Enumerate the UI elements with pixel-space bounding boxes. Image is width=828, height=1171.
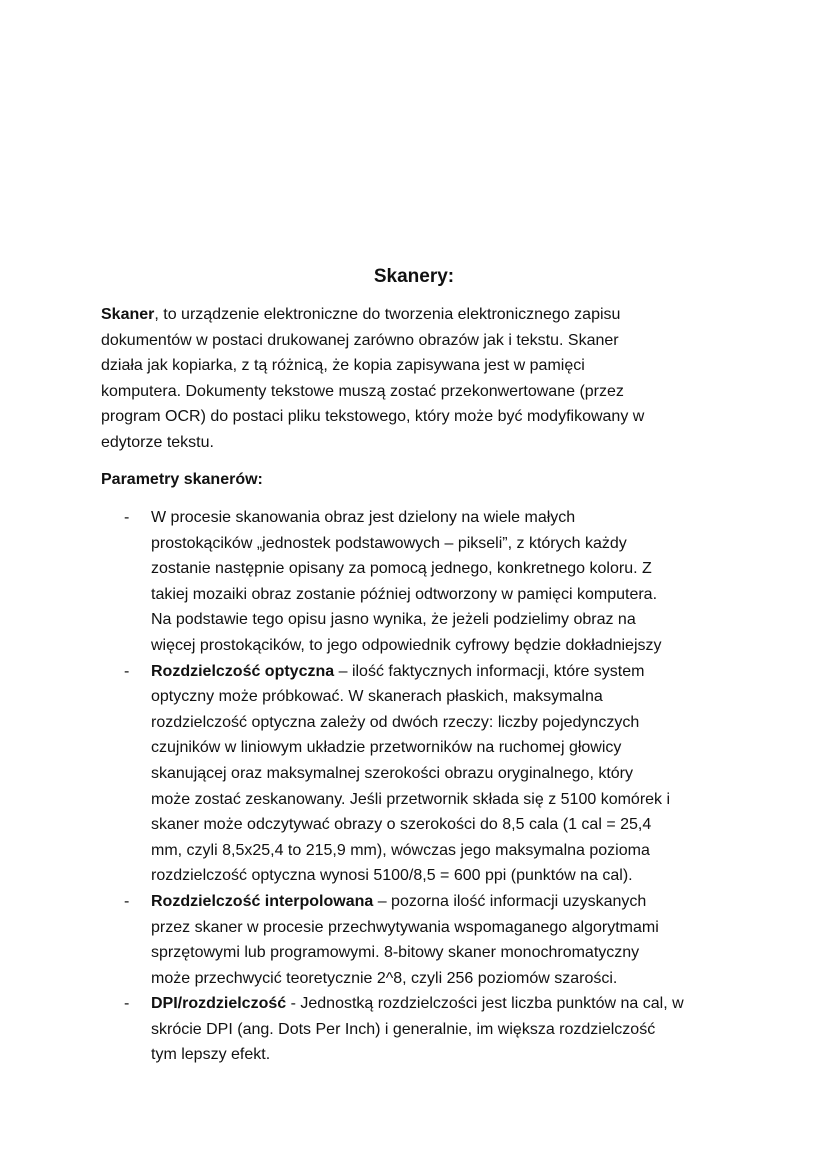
bullet-dash: - (124, 892, 130, 910)
list-item-term: Rozdzielczość interpolowana (151, 892, 374, 910)
section-heading: Parametry skanerów: (101, 471, 263, 488)
list-item-text: – ilość faktycznych informacji, które system optyczny może próbkować. W skanerach płaskich, maksymalna rozdzielczość optyczna zależy od dwóch rzeczy: liczby pojedynczych czujników w liniowym układzie przetworników na ruchomej głowicy skanującej oraz maksymalnej szerokości obrazu oryginalnego, który może zostać zeskanowany. Jeśli przetwornik składa się z 5100 komórek i skaner może odczytywać obrazy o szerokości do 8,5 cala (1 cal = 25,4 mm, czyli 8,5x25,4 to 215,9 mm), wówczas jego maksymalna pozioma rozdzielczość optyczna wynosi 5100/8,5 = 600 ppi (punktów na cal). (151, 662, 671, 885)
list-item-term: Rozdzielczość optyczna (151, 662, 335, 680)
parameters-list (0, 505, 828, 1068)
bullet-dash: - (124, 995, 130, 1013)
bullet-dash: - (124, 662, 130, 680)
intro-text: , to urządzenie elektroniczne do tworzenia elektronicznego zapisu dokumentów w postaci drukowanej zarówno obrazów jak i tekstu. Skaner działa jak kopiarka, z tą różnicą, że kopia zapisywana jest w pamięci komputera. Dokumenty tekstowe muszą zostać przekonwertowane (przez program OCR) do postaci pliku tekstowego, który może być modyfikowany w edytorze tekstu. (101, 306, 645, 451)
intro-paragraph (101, 302, 741, 455)
intro-term: Skaner (101, 306, 155, 323)
list-item-text: W procesie skanowania obraz jest dzielony na wiele małych prostokącików „jednostek podstawowych – pikseli”, z których każdy zostanie następnie opisany za pomocą jednego, konkretnego koloru. Z takiej mozaiki obraz zostanie później odtworzony w pamięci komputera. Na podstawie tego opisu jasno wynika, że jeżeli podzielimy obraz na więcej prostokącików, to jego odpowiednik cyfrowy będzie dokładniejszy (151, 509, 662, 654)
list-item-term: DPI/rozdzielczość (151, 995, 287, 1013)
list-item-pixels (0, 505, 741, 659)
list-item-body (151, 893, 659, 987)
list-item-optical-resolution (0, 659, 741, 889)
document-title: Skanery: (373, 266, 455, 287)
list-item-body (151, 995, 684, 1063)
list-item-body (151, 663, 670, 885)
list-item-dpi (0, 991, 741, 1068)
bullet-dash: - (124, 509, 130, 526)
list-item-interpolated-resolution (0, 889, 741, 991)
list-item-text: – pozorna ilość informacji uzyskanych przez skaner w procesie przechwytywania wspomaganego algorytmami sprzętowymi lub programowymi. 8-bitowy skaner monochromatyczny może przechwycić teoretycznie 2^8, czyli 256 poziomów szarości. (151, 892, 659, 987)
list-item-text: - Jednostką rozdzielczości jest liczba punktów na cal, w skrócie DPI (ang. Dots Per Inch) i generalnie, im większa rozdzielczość tym lepszy efekt. (151, 995, 684, 1064)
